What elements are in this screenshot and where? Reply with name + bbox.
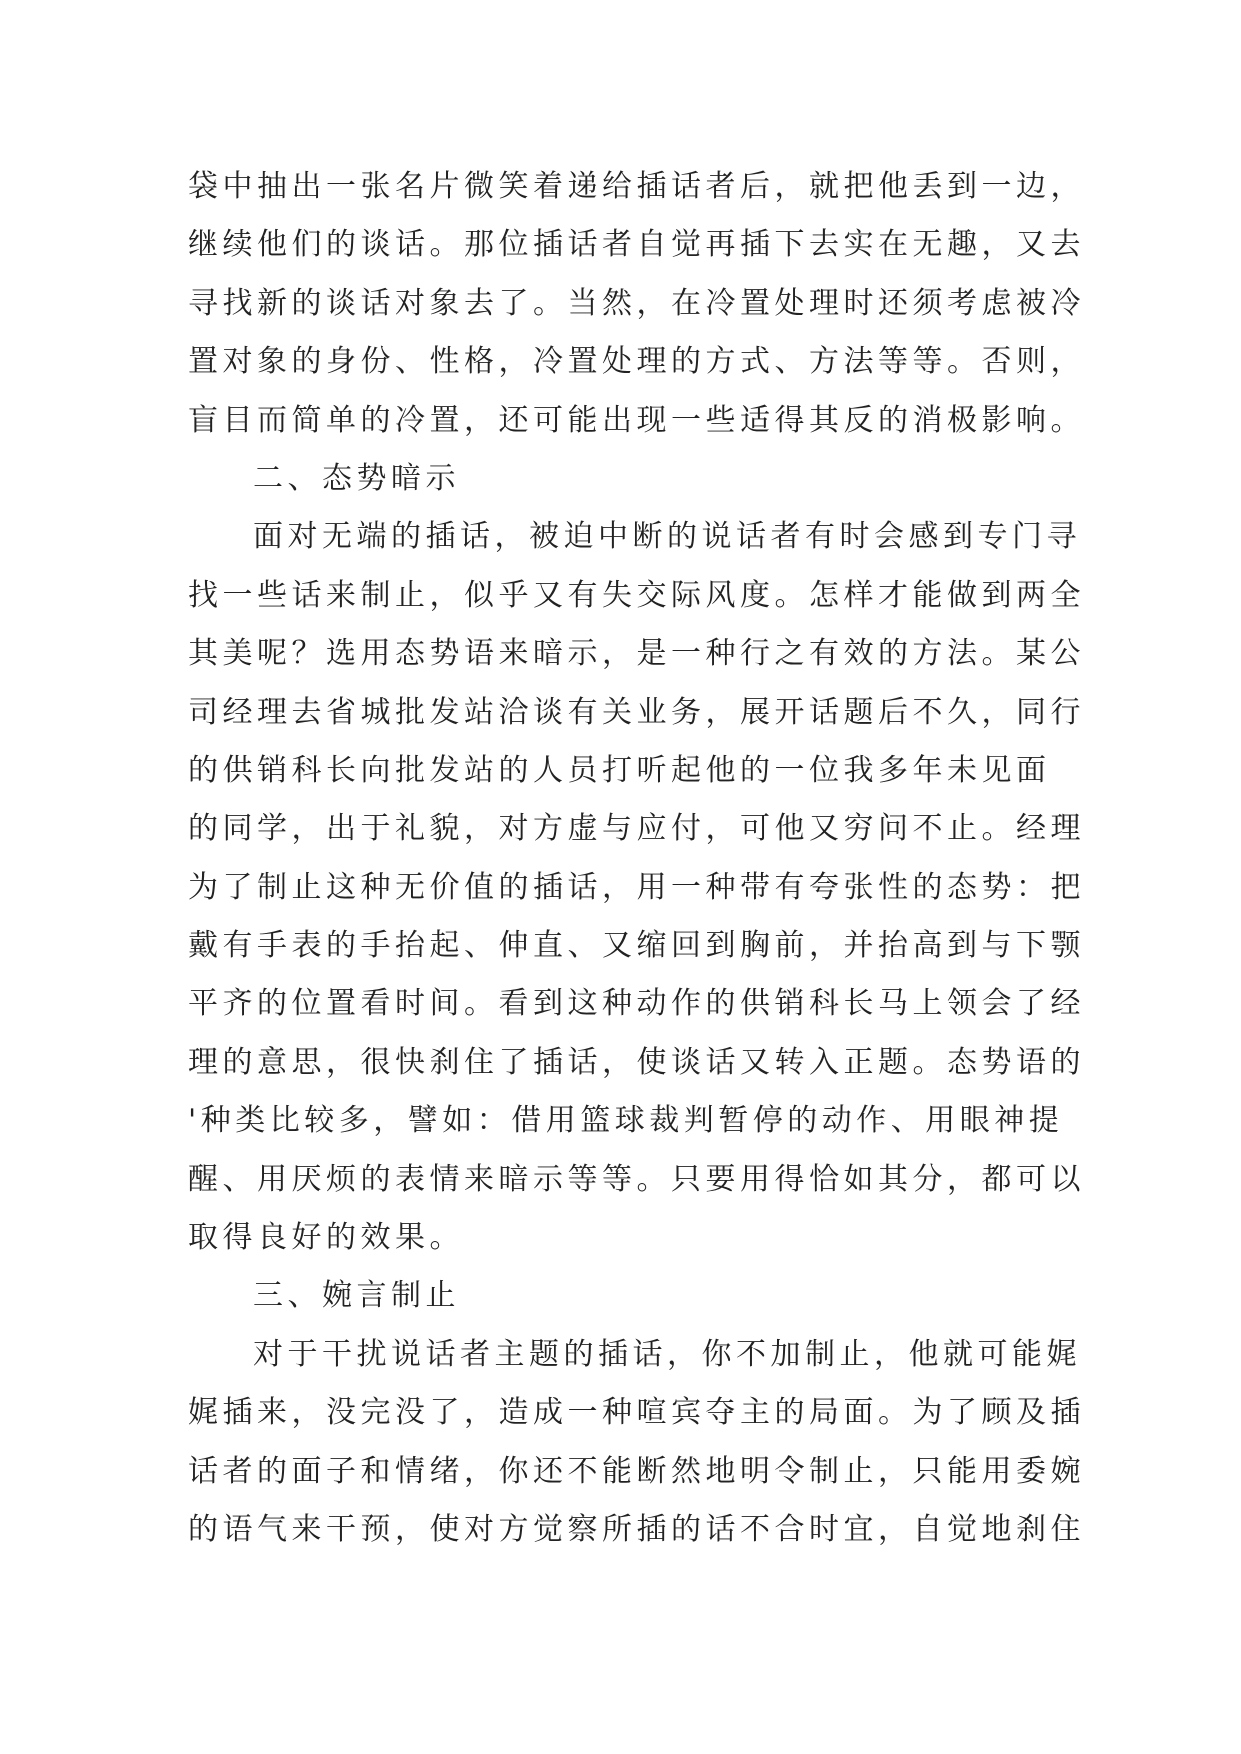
text-line: 三、婉言制止	[253, 1278, 460, 1314]
text-line: 其美呢？选用态势语来暗示，是一种行之有效的方法。某公	[188, 636, 1085, 672]
text-line: 的同学，出于礼貌，对方虚与应付，可他又穷问不止。经理	[188, 811, 1085, 847]
text-line: 置对象的身份、性格，冷置处理的方式、方法等等。否则，	[188, 344, 1085, 380]
text-line: 理的意思，很快刹住了插话，使谈话又转入正题。态势语的	[188, 1044, 1085, 1080]
text-line: 面对无端的插话，被迫中断的说话者有时会感到专门寻	[253, 519, 1081, 555]
text-line: 平齐的位置看时间。看到这种动作的供销科长马上领会了经	[188, 986, 1085, 1022]
text-line: 话者的面子和情绪，你还不能断然地明令制止，只能用委婉	[188, 1453, 1085, 1489]
text-line: 为了制止这种无价值的插话，用一种带有夸张性的态势：把	[188, 869, 1085, 905]
text-line: 的语气来干预，使对方觉察所插的话不合时宜，自觉地刹住	[188, 1511, 1085, 1547]
document-body	[188, 158, 1085, 1559]
text-line: '种类比较多，譬如：借用篮球裁判暂停的动作、用眼神提	[188, 1103, 1064, 1139]
text-line: 盲目而简单的冷置，还可能出现一些适得其反的消极影响。	[188, 402, 1085, 438]
text-line: 取得良好的效果。	[188, 1220, 464, 1256]
text-line: 司经理去省城批发站洽谈有关业务，展开话题后不久，同行	[188, 694, 1085, 730]
text-line: 找一些话来制止，似乎又有失交际风度。怎样才能做到两全	[188, 577, 1085, 613]
text-line: 袋中抽出一张名片微笑着递给插话者后，就把他丢到一边，	[188, 169, 1085, 204]
text-line: 寻找新的谈话对象去了。当然，在冷置处理时还须考虑被冷	[188, 285, 1085, 321]
text-line: 的供销科长向批发站的人员打听起他的一位我多年未见面	[188, 752, 1051, 788]
text-line: 对于干扰说话者主题的插话，你不加制止，他就可能娓	[253, 1336, 1081, 1372]
text-line: 戴有手表的手抬起、伸直、又缩回到胸前，并抬高到与下颚	[188, 928, 1085, 964]
text-line: 继续他们的谈话。那位插话者自觉再插下去实在无趣，又去	[188, 227, 1085, 263]
text-line: 醒、用厌烦的表情来暗示等等。只要用得恰如其分，都可以	[188, 1161, 1085, 1197]
text-line: 娓插来，没完没了，造成一种喧宾夺主的局面。为了顾及插	[188, 1395, 1085, 1431]
text-line: 二、态势暗示	[253, 460, 460, 496]
